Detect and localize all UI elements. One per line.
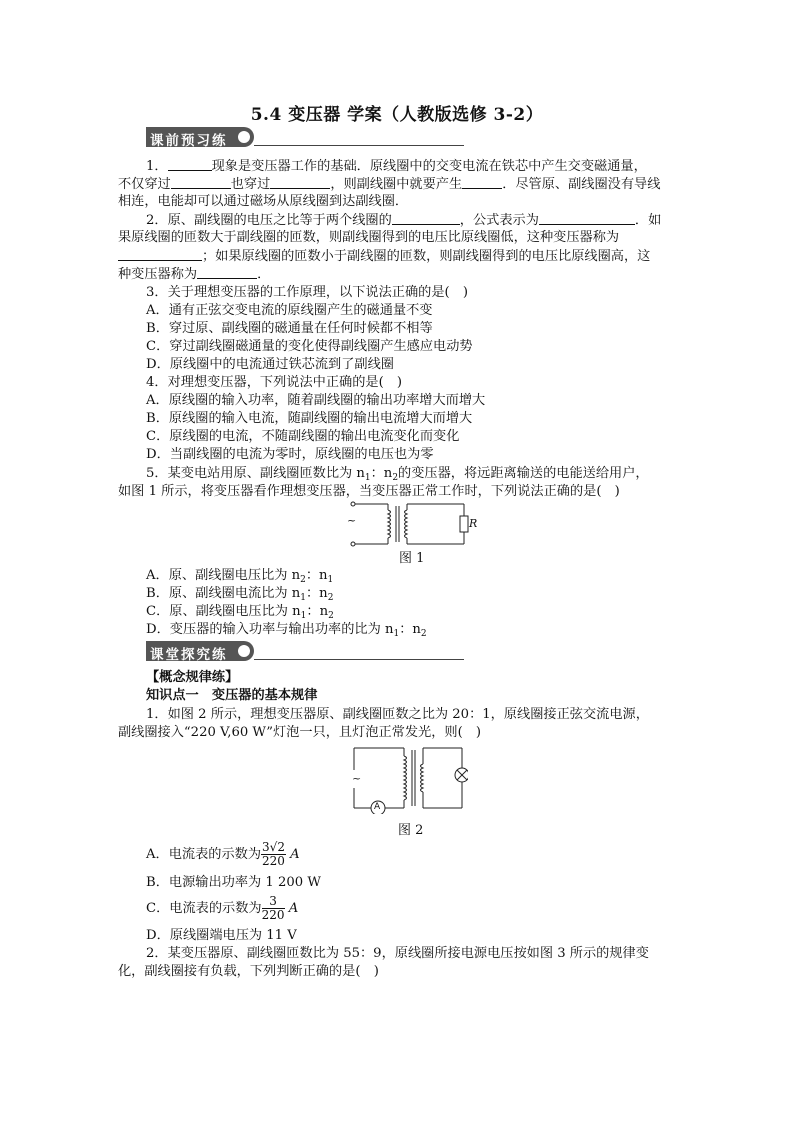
ammeter-label: A <box>374 802 381 812</box>
example-2-line-2: 化，副线圈接有负载，下列判断正确的是( ) <box>118 964 379 979</box>
bullet-dot-icon <box>238 645 250 657</box>
figure-1-caption: 图 1 <box>399 551 425 566</box>
page-title: 5.4 变压器 学案（人教版选修 3-2） <box>250 105 544 125</box>
example-2-line-1: 2．某变压器原、副线圈匝数比为 55：9，原线圈所接电源电压按如图 3 所示的规律变 <box>146 946 649 961</box>
question-5-line-2: 如图 1 所示，将变压器看作理想变压器，当变压器正常工作时，下列说法正确的是( ) <box>118 484 620 499</box>
answer-blank[interactable] <box>539 211 635 225</box>
example-1-option-a[interactable]: A．电流表的示数为 $\frac{3√2}{220}$ A <box>146 840 300 868</box>
section-label: 课堂探究练 <box>150 647 228 663</box>
question-1-line-2: 不仅穿过 也穿过 ，则副线圈中就要产生 ．尽管原、副线圈没有导线 <box>118 177 661 192</box>
question-4-option-b[interactable]: B．原线圈的输入电流，随副线圈的输出电流增大而增大 <box>146 411 473 426</box>
question-4-stem: 4．对理想变压器，下列说法中正确的是( ) <box>146 375 403 390</box>
question-4-option-d[interactable]: D．当副线圈的电流为零时，原线圈的电压也为零 <box>146 447 434 462</box>
question-3-option-d[interactable]: D．原线圈中的电流通过铁芯流到了副线圈 <box>146 357 394 372</box>
answer-blank[interactable] <box>392 211 460 225</box>
question-4-option-c[interactable]: C．原线圈的电流，不随副线圈的输出电流变化而变化 <box>146 429 460 444</box>
subsection-heading: 【概念规律练】 <box>146 670 239 685</box>
question-1-line-1: 1． 现象是变压器工作的基础．原线圈中的交变电流在铁芯中产生交变磁通量， <box>146 159 647 174</box>
section-rule <box>254 659 464 660</box>
answer-blank[interactable] <box>270 175 330 189</box>
question-1-line-3: 相连，电能却可以通过磁场从原线圈到达副线圈． <box>118 194 409 209</box>
section-rule <box>254 145 464 146</box>
question-5-option-b[interactable]: B．原、副线圈电流比为 $n_1$：$n_2$ <box>146 586 334 603</box>
section-label: 课前预习练 <box>150 133 228 149</box>
svg-text:~: ~ <box>352 772 362 785</box>
section-header-explore <box>146 641 464 663</box>
question-3-stem: 3．关于理想变压器的工作原理，以下说法正确的是( ) <box>146 285 468 300</box>
knowledge-point-heading: 知识点一 变压器的基本规律 <box>146 688 318 703</box>
bullet-dot-icon <box>238 131 250 143</box>
example-1-option-c[interactable]: C．电流表的示数为 $\frac{3}{220}$ A <box>146 894 299 922</box>
answer-blank[interactable] <box>197 265 257 279</box>
example-1-option-b[interactable]: B．电源输出功率为 1 200 W <box>146 875 321 890</box>
question-2-line-3: ；如果原线圈的匝数小于副线圈的匝数，则副线圈得到的电压比原线圈高，这 <box>118 247 650 266</box>
figure-1-transformer-circuit <box>344 500 474 550</box>
question-5-option-a[interactable]: A．原、副线圈电压比为 $n_2$：$n_1$ <box>146 568 334 585</box>
resistor-label: R <box>469 517 478 530</box>
question-3-option-a[interactable]: A．通有正弦交变电流的原线圈产生的磁通量不变 <box>146 303 433 318</box>
question-3-option-c[interactable]: C．穿过副线圈磁通量的变化使得副线圈产生感应电动势 <box>146 339 473 354</box>
question-5-option-c[interactable]: C．原、副线圈电压比为 $n_1$：$n_2$ <box>146 604 334 621</box>
question-5-line-1: 5．某变电站用原、副线圈匝数比为 $n_1$：$n_2$的变压器，将远距离输送的电能送给用户， <box>146 466 649 483</box>
question-2-line-2: 果原线圈的匝数大于副线圈的匝数，则副线圈得到的电压比原线圈低，这种变压器称为 <box>118 230 620 245</box>
example-1-option-d[interactable]: D．原线圈端电压为 11 V <box>146 928 297 943</box>
fraction: $\frac{3√2}{220}$ <box>262 840 285 868</box>
answer-blank[interactable] <box>171 175 231 189</box>
figure-2-transformer-circuit <box>348 744 468 814</box>
section-header-preview <box>146 127 464 149</box>
example-1-line-2: 副线圈接入“220 V,60 W”灯泡一只，且灯泡正常发光，则( ) <box>118 725 482 740</box>
answer-blank[interactable] <box>462 175 502 189</box>
ac-source-symbol: ~ <box>347 514 357 527</box>
question-5-option-d[interactable]: D．变压器的输入功率与输出功率的比为 $n_1$：$n_2$ <box>146 622 427 639</box>
answer-blank[interactable] <box>168 157 212 171</box>
question-4-option-a[interactable]: A．原线圈的输入功率，随着副线圈的输出功率增大而增大 <box>146 393 486 408</box>
answer-blank[interactable] <box>118 247 202 261</box>
question-2-line-4: 种变压器称为 ． <box>118 267 271 282</box>
question-2-line-1: 2．原、副线圈的电压之比等于两个线圈的 ，公式表示为 ．如 <box>146 213 662 228</box>
question-3-option-b[interactable]: B．穿过原、副线圈的磁通量在任何时候都不相等 <box>146 321 433 336</box>
figure-2-caption: 图 2 <box>398 823 424 838</box>
example-1-line-1: 1．如图 2 所示，理想变压器原、副线圈匝数之比为 20：1，原线圈接正弦交流电源， <box>146 707 649 722</box>
fraction: $\frac{3}{220}$ <box>261 894 285 922</box>
